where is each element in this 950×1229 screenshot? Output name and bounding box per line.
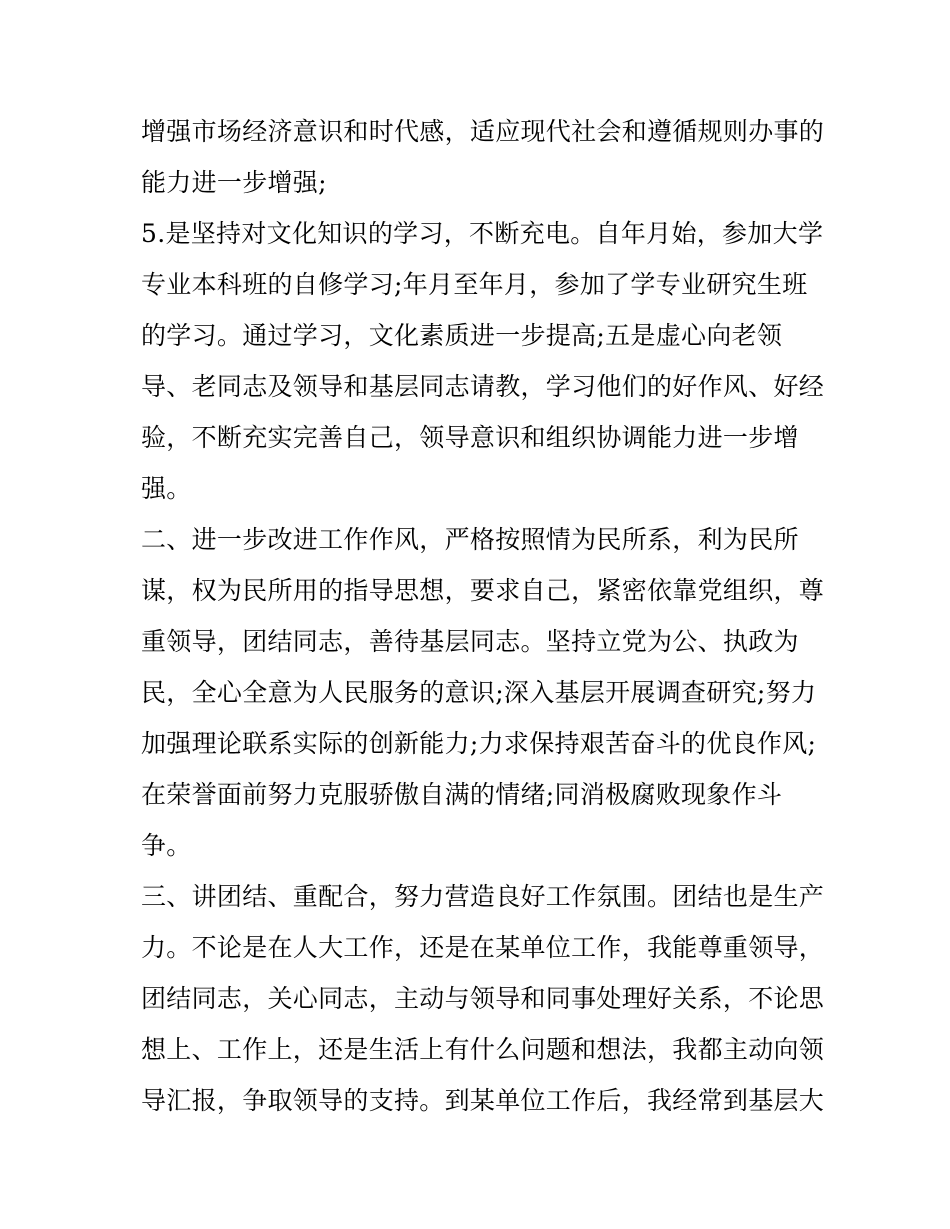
text-line: 5.是坚持对文化知识的学习，不断充电。自年月始，参加大学 — [141, 219, 824, 248]
text-line: 民，全心全意为人民服务的意识;深入基层开展调查研究;努力 — [141, 678, 817, 707]
text-line: 导汇报，争取领导的支持。到某单位工作后，我经常到基层大 — [141, 1086, 825, 1115]
text-line: 导、老同志及领导和基层同志请教，学习他们的好作风、好经 — [141, 372, 825, 401]
text-line: 验，不断充实完善自己，领导意识和组织协调能力进一步增 — [141, 423, 799, 452]
text-line: 二、进一步改进工作作风，严格按照情为民所系，利为民所 — [141, 525, 799, 554]
text-line: 谋，权为民所用的指导思想，要求自己，紧密依靠党组织，尊 — [141, 576, 825, 605]
text-line: 加强理论联系实际的创新能力;力求保持艰苦奋斗的优良作风; — [141, 729, 817, 758]
text-line: 争。 — [141, 831, 192, 860]
text-line: 强。 — [141, 474, 192, 503]
text-line: 团结同志，关心同志，主动与领导和同事处理好关系，不论思 — [141, 984, 825, 1013]
text-line: 的学习。通过学习，文化素质进一步提高;五是虚心向老领 — [141, 321, 783, 350]
body-text — [141, 106, 825, 1126]
text-line: 力。不论是在人大工作，还是在某单位工作，我能尊重领导， — [141, 933, 825, 962]
text-line: 能力进一步增强; — [141, 168, 327, 197]
text-line: 专业本科班的自修学习;年月至年月，参加了学专业研究生班 — [141, 270, 808, 299]
text-line: 增强市场经济意识和时代感，适应现代社会和遵循规则办事的 — [141, 117, 825, 146]
text-line: 在荣誉面前努力克服骄傲自满的情绪;同消极腐败现象作斗 — [141, 780, 783, 809]
text-line: 三、讲团结、重配合，努力营造良好工作氛围。团结也是生产 — [141, 882, 825, 911]
text-line: 想上、工作上，还是生活上有什么问题和想法，我都主动向领 — [141, 1035, 825, 1064]
text-line: 重领导，团结同志，善待基层同志。坚持立党为公、执政为 — [141, 627, 799, 656]
